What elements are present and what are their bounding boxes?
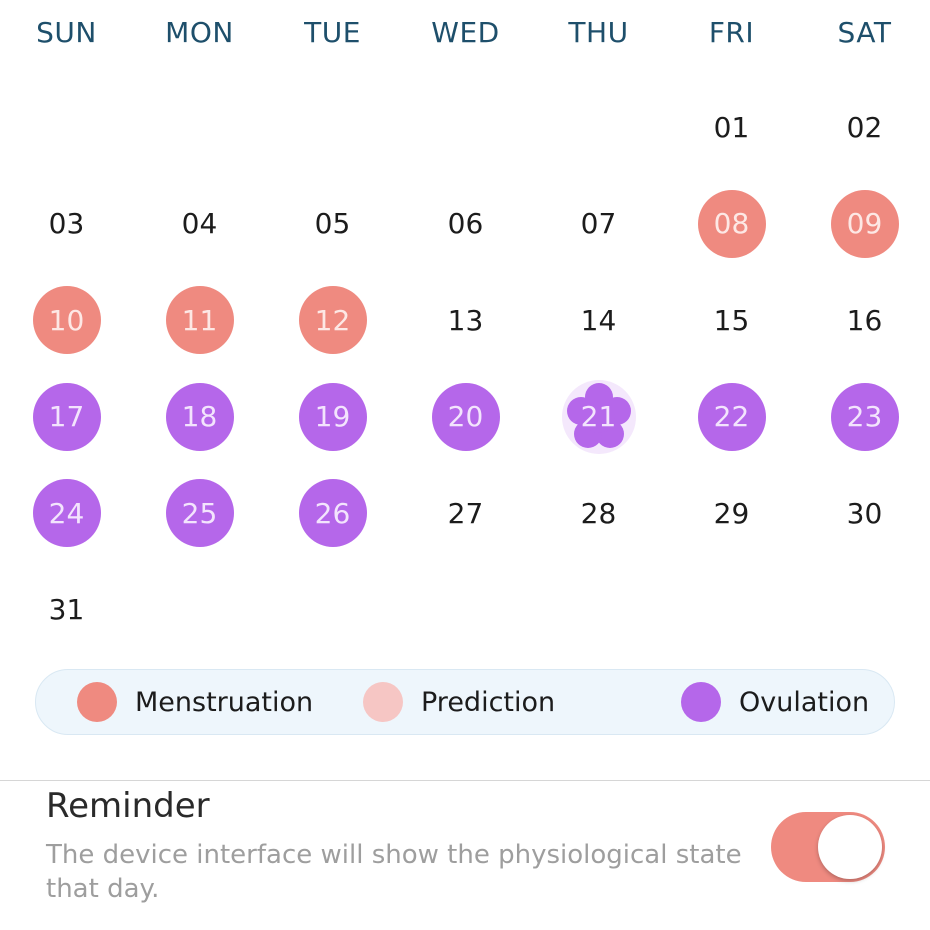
day-number: 11 <box>181 303 218 337</box>
day-cell[interactable] <box>399 465 532 562</box>
section-divider <box>0 780 930 781</box>
day-number: 12 <box>314 303 351 337</box>
legend-item-prediction <box>363 670 555 734</box>
day-cell[interactable] <box>798 79 930 176</box>
day-cell[interactable] <box>665 369 798 466</box>
day-15[interactable] <box>698 286 766 354</box>
day-18[interactable] <box>166 383 234 451</box>
day-number: 03 <box>48 207 85 241</box>
day-number: 13 <box>447 303 484 337</box>
ovulation-dot-icon <box>681 682 721 722</box>
day-number: 17 <box>48 400 85 434</box>
day-26[interactable] <box>299 479 367 547</box>
day-cell[interactable] <box>665 176 798 273</box>
day-number: 31 <box>48 593 85 627</box>
legend-label-menstruation: Menstruation <box>135 686 314 718</box>
menstruation-dot-icon <box>77 682 117 722</box>
day-22[interactable] <box>698 383 766 451</box>
day-number: 05 <box>314 207 351 241</box>
legend-item-ovulation <box>681 670 869 734</box>
day-07[interactable] <box>565 190 633 258</box>
reminder-description: The device interface will show the physiological state that day. <box>46 840 742 904</box>
day-cell[interactable] <box>798 176 930 273</box>
day-number: 28 <box>580 496 617 530</box>
day-cell[interactable] <box>0 465 133 562</box>
day-number: 20 <box>447 400 484 434</box>
day-cell[interactable] <box>798 465 930 562</box>
day-number: 21 <box>580 400 617 434</box>
day-cell[interactable] <box>266 272 399 369</box>
day-27[interactable] <box>432 479 500 547</box>
toggle-knob[interactable] <box>818 815 882 879</box>
day-number: 29 <box>713 496 750 530</box>
day-number: 07 <box>580 207 617 241</box>
day-cell[interactable] <box>0 176 133 273</box>
day-cell[interactable] <box>266 465 399 562</box>
day-03[interactable] <box>33 190 101 258</box>
day-number: 09 <box>846 207 883 241</box>
day-30[interactable] <box>831 479 899 547</box>
day-number: 25 <box>181 496 218 530</box>
day-29[interactable] <box>698 479 766 547</box>
day-06[interactable] <box>432 190 500 258</box>
day-24[interactable] <box>33 479 101 547</box>
legend-label-prediction: Prediction <box>421 686 556 718</box>
day-cell[interactable] <box>665 465 798 562</box>
weekday-mon: MON <box>165 15 234 49</box>
day-number: 04 <box>181 207 218 241</box>
day-28[interactable] <box>565 479 633 547</box>
calendar-grid <box>0 79 930 658</box>
weekday-sat: SAT <box>837 15 892 49</box>
empty-cell <box>399 79 532 176</box>
day-31[interactable] <box>33 576 101 644</box>
day-19[interactable] <box>299 383 367 451</box>
day-number: 18 <box>181 400 218 434</box>
day-cell[interactable] <box>399 369 532 466</box>
day-number: 27 <box>447 496 484 530</box>
day-cell[interactable] <box>532 176 665 273</box>
day-number: 14 <box>580 303 617 337</box>
day-cell[interactable] <box>0 562 133 659</box>
day-cell[interactable] <box>0 272 133 369</box>
day-cell[interactable] <box>532 272 665 369</box>
empty-cell <box>532 79 665 176</box>
day-number: 26 <box>314 496 351 530</box>
day-cell[interactable] <box>798 369 930 466</box>
day-13[interactable] <box>432 286 500 354</box>
day-number: 01 <box>713 110 750 144</box>
day-16[interactable] <box>831 286 899 354</box>
day-cell[interactable] <box>133 369 266 466</box>
day-cell[interactable] <box>399 272 532 369</box>
day-number: 06 <box>447 207 484 241</box>
legend-label-ovulation: Ovulation <box>739 686 870 718</box>
weekday-fri: FRI <box>708 15 755 49</box>
day-cell[interactable] <box>532 465 665 562</box>
day-cell[interactable] <box>133 465 266 562</box>
legend <box>35 669 895 735</box>
day-cell[interactable] <box>665 79 798 176</box>
day-08[interactable] <box>698 190 766 258</box>
weekday-wed: WED <box>431 15 500 49</box>
day-cell[interactable] <box>798 272 930 369</box>
day-cell[interactable] <box>665 272 798 369</box>
day-02[interactable] <box>831 93 899 161</box>
day-23[interactable] <box>831 383 899 451</box>
weekday-sun: SUN <box>36 15 97 49</box>
day-09[interactable] <box>831 190 899 258</box>
day-11[interactable] <box>166 286 234 354</box>
day-number: 24 <box>48 496 85 530</box>
day-cell[interactable] <box>532 369 665 466</box>
day-25[interactable] <box>166 479 234 547</box>
weekday-thu: THU <box>568 15 629 49</box>
day-number: 22 <box>713 400 750 434</box>
day-number: 15 <box>713 303 750 337</box>
day-cell[interactable] <box>399 176 532 273</box>
day-21[interactable] <box>565 383 633 451</box>
day-number: 16 <box>846 303 883 337</box>
empty-cell <box>133 79 266 176</box>
day-cell[interactable] <box>133 272 266 369</box>
day-cell[interactable] <box>133 176 266 273</box>
empty-cell <box>266 79 399 176</box>
day-17[interactable] <box>33 383 101 451</box>
weekday-header <box>0 0 930 64</box>
day-cell[interactable] <box>266 176 399 273</box>
weekday-tue: TUE <box>304 15 361 49</box>
day-cell[interactable] <box>266 369 399 466</box>
day-12[interactable] <box>299 286 367 354</box>
day-cell[interactable] <box>0 369 133 466</box>
prediction-dot-icon <box>363 682 403 722</box>
day-14[interactable] <box>565 286 633 354</box>
day-01[interactable] <box>698 93 766 161</box>
day-number: 19 <box>314 400 351 434</box>
day-number: 30 <box>846 496 883 530</box>
day-20[interactable] <box>432 383 500 451</box>
day-number: 23 <box>846 400 883 434</box>
reminder-toggle[interactable] <box>771 812 885 882</box>
day-05[interactable] <box>299 190 367 258</box>
legend-item-menstruation <box>77 670 313 734</box>
day-number: 02 <box>846 110 883 144</box>
day-04[interactable] <box>166 190 234 258</box>
day-number: 08 <box>713 207 750 241</box>
day-10[interactable] <box>33 286 101 354</box>
day-number: 10 <box>48 303 85 337</box>
reminder-title: Reminder <box>46 786 210 826</box>
empty-cell <box>0 79 133 176</box>
